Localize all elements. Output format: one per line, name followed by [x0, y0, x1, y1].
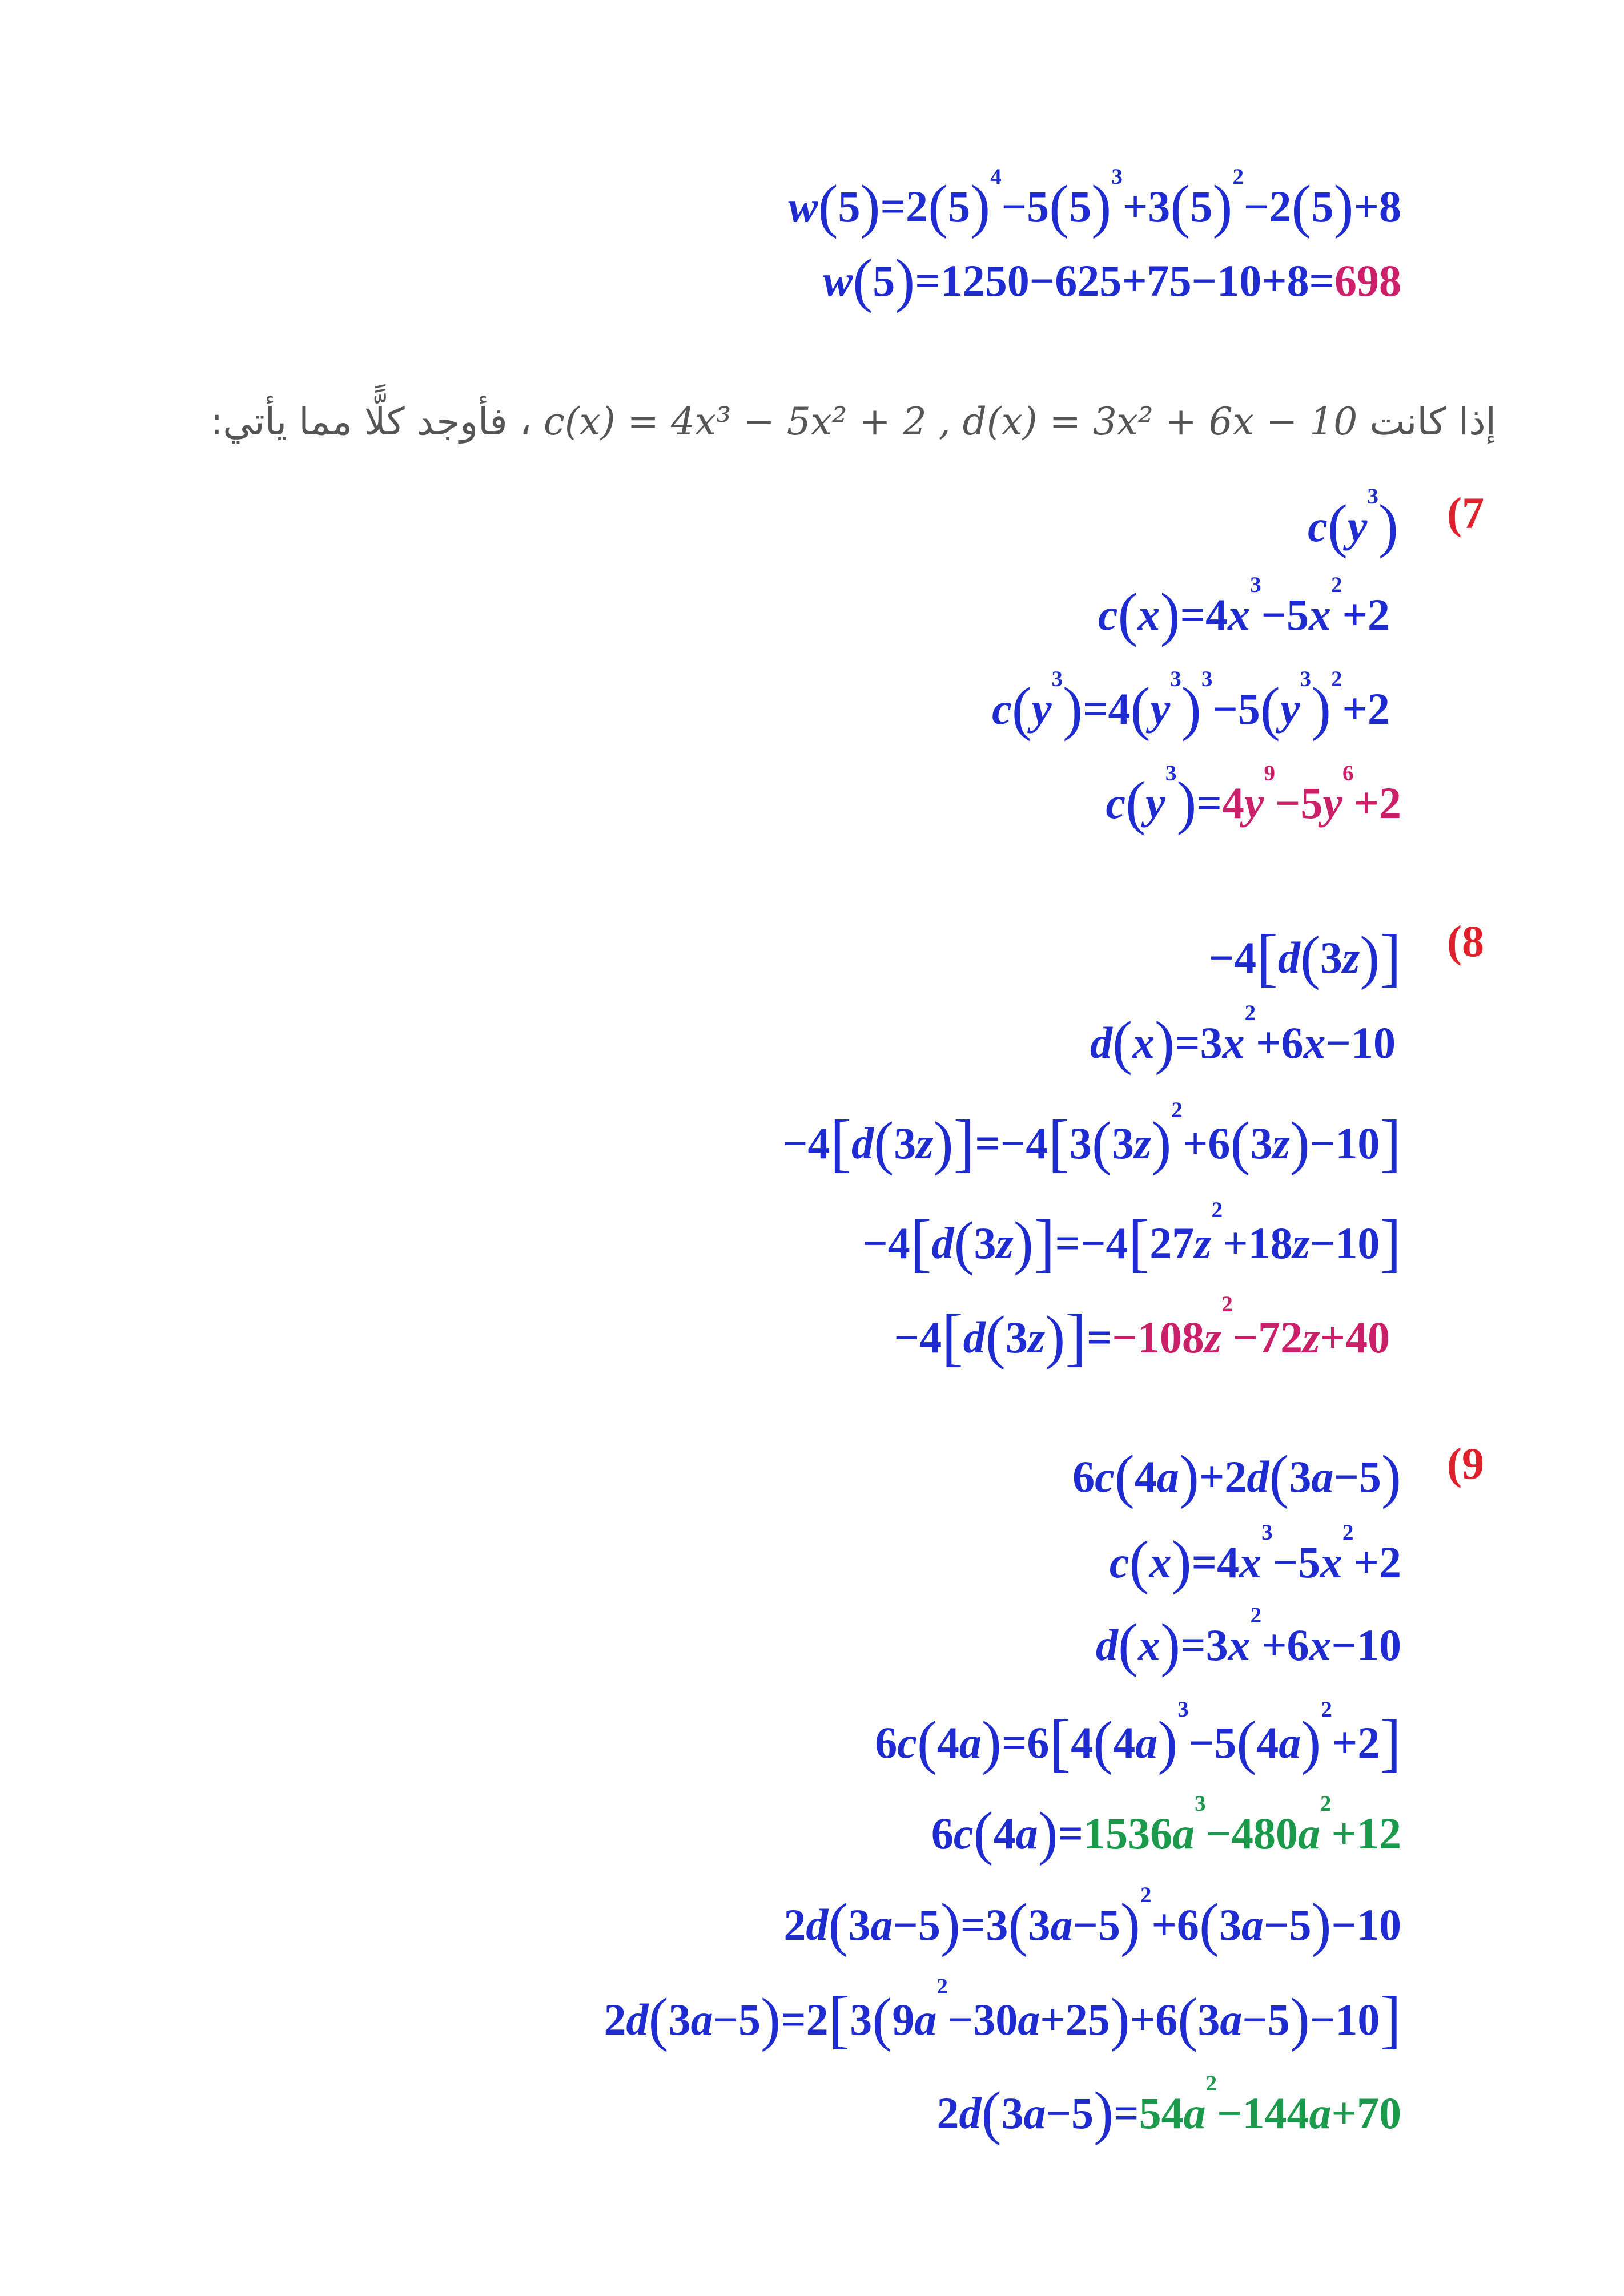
w-eval-line-1: $w(5)=2(5)^4-5(5)^3+3(5)^2-2(5)+8$ — [788, 164, 1401, 240]
q8-step-1: $d(x)=3x^2+6x-10$ — [1090, 1001, 1396, 1076]
w-result: 698 — [1334, 256, 1401, 305]
q7-number: (7 — [1447, 488, 1484, 538]
q7-answer: $c(y^3)=4y^9-5y^6+2$ — [1106, 761, 1401, 836]
q9-step-1: $c(x)=4x^3-5x^2+2$ — [1109, 1520, 1401, 1596]
w-eval-line-2: w(5)=1250−625+75−10+8=698 — [823, 247, 1401, 314]
q9-step-7: $2d(3a-5)=54a^2-144a+70$ — [936, 2071, 1401, 2146]
q8-step-3: $-4[d(3z)]=-4[27z^2+18z-10]$ — [862, 1198, 1401, 1279]
q9-number: (9 — [1447, 1439, 1484, 1488]
q8-number: (8 — [1447, 916, 1484, 966]
instruction-math: c(x) = 4x³ − 5x² + 2 , d(x) = 3x² + 6x − 10 — [543, 400, 1358, 444]
q7-step-1: $c(x)=4x^3-5x^2+2$ — [1098, 573, 1390, 648]
q9-step-6: $2d(3a-5)=2[3(9a^2-30a+25)+6(3a-5)-10]$ — [604, 1974, 1401, 2056]
q9-step-2: $d(x)=3x^2+6x-10$ — [1095, 1603, 1401, 1678]
instruction-start: إذا كانت — [1369, 400, 1496, 444]
q9-step-4: $6c(4a)=1536a^3-480a^2+12$ — [931, 1791, 1401, 1867]
q8-prompt: −4[d(3z)] — [1208, 922, 1401, 994]
q8-answer: $-4[d(3z)]=-108z^2-72z+40$ — [894, 1292, 1390, 1373]
q7-prompt: $c(y^3)$ — [1308, 484, 1398, 559]
instruction-end: ، فأوجد كلًّا مما يأتي: — [210, 400, 532, 444]
q8-step-2: $-4[d(3z)]=-4[3(3z)^2+6(3z)-10]$ — [782, 1098, 1401, 1179]
q9-prompt: 6c(4a)+2d(3a−5) — [1072, 1443, 1401, 1510]
instruction-line — [103, 400, 1496, 444]
q9-step-3: $6c(4a)=6[4(4a)^3-5(4a)^2+2]$ — [875, 1697, 1401, 1779]
q7-step-2: $c(y^3)=4(y^3)^3-5(y^3)^2+2$ — [992, 667, 1390, 742]
q9-step-5: $2d(3a-5)=3(3a-5)^2+6(3a-5)-10$ — [783, 1883, 1401, 1958]
